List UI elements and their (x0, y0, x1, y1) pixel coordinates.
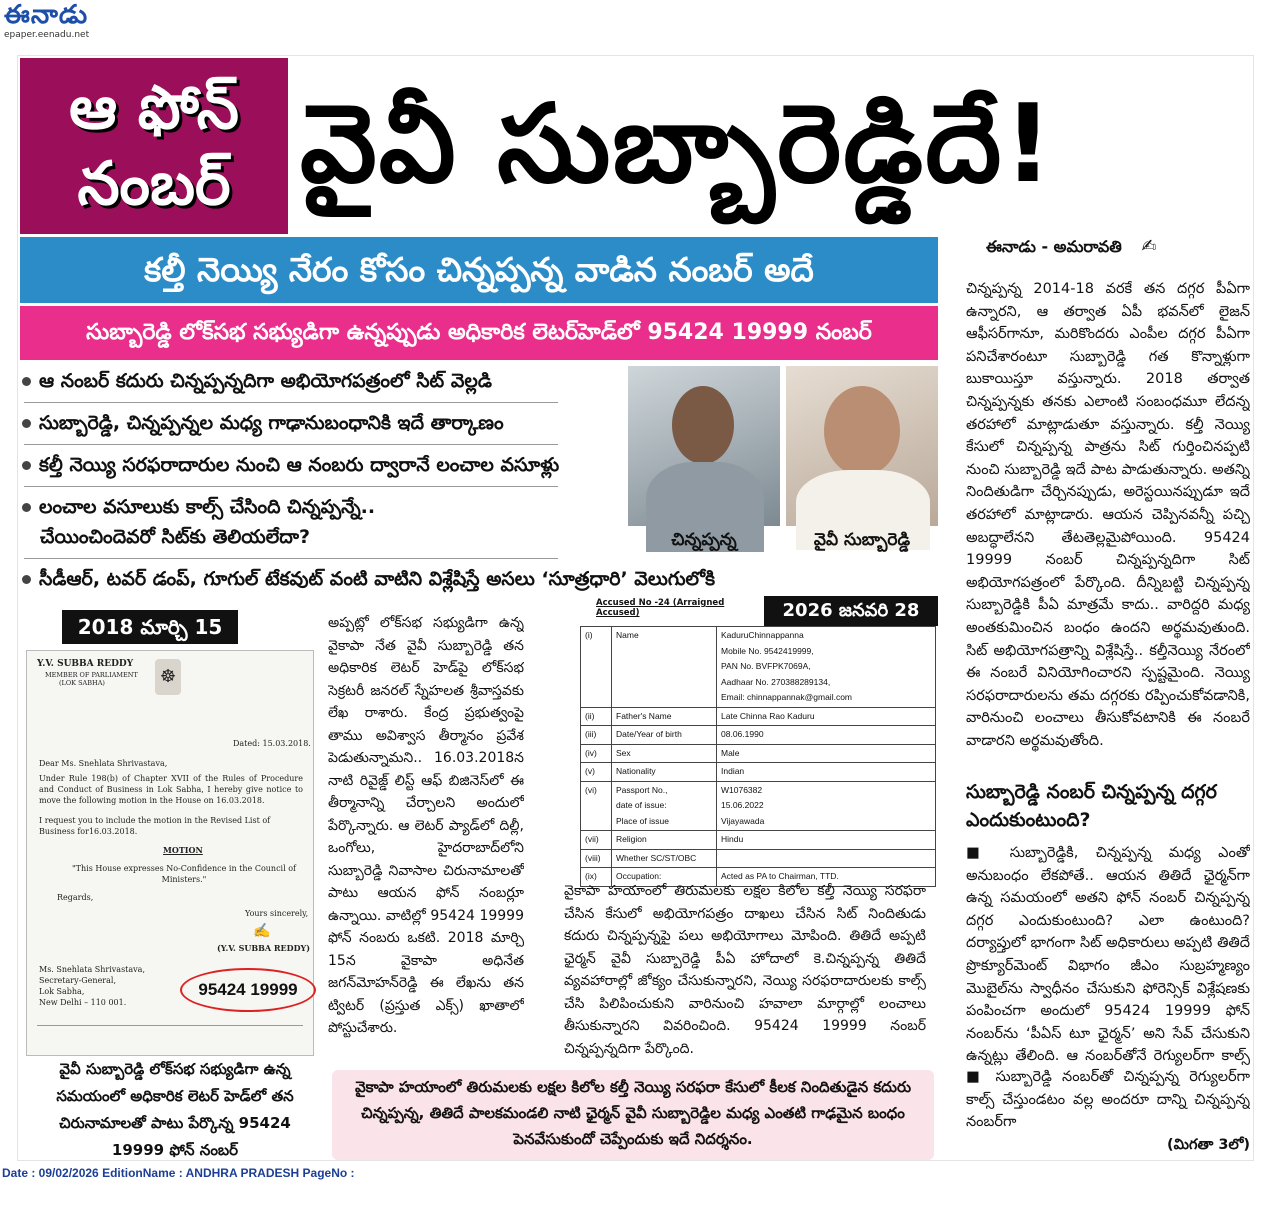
letter-title-2: (LOK SABHA) (59, 679, 105, 687)
accused-doc-title: Accused No -24 (Arraigned Accused) (596, 598, 725, 618)
field-value: Late Chinna Rao Kaduru (717, 707, 936, 726)
bullet-dot-icon (22, 503, 31, 512)
accused-table-row (581, 849, 936, 868)
letter-address-3: Lok Sabha, (39, 987, 85, 996)
bullet-item: ఆ నంబర్ కదురు చిన్నప్పన్నదిగా అభియోగపత్రంలో సిట్ వెల్లడి (22, 366, 622, 396)
row-number: (viii) (581, 849, 612, 868)
row-number: (vi) (581, 781, 612, 831)
field-label: Whether SC/ST/OBC (612, 849, 717, 868)
photo-yv-subba-reddy (786, 366, 938, 526)
badge-line-1: ఆ ఫోన్ (69, 73, 239, 143)
badge-line-2: నంబర్ (77, 149, 231, 219)
field-value: 08.06.1990 (717, 726, 936, 745)
bullet-item: కల్తీ నెయ్యి సరఫరాదారుల నుంచి ఆ నంబరు ద్వారానే లంచాల వసూళ్లు (22, 450, 622, 480)
divider (24, 402, 558, 403)
continued-note: (మిగతా 3లో) (1167, 1137, 1250, 1153)
row-number: (ii) (581, 707, 612, 726)
accused-table-row (581, 744, 936, 763)
bullet-item: లంచాల వసూలుకు కాల్స్ చేసింది చిన్నప్పన్నే.. (22, 492, 622, 522)
phone-number-highlight: 95424 19999 (180, 968, 316, 1012)
eenadu-logo[interactable] (4, 2, 114, 42)
bullet-dot-icon (22, 419, 31, 428)
field-label: Sex (612, 744, 717, 763)
row-number: (iii) (581, 726, 612, 745)
row-number: (vii) (581, 831, 612, 850)
letter-body-1: Under Rule 198(b) of Chapter XVII of the Rules of Procedure and Conduct of Business in Lok Sabha, I hereby give notice to move the following motion in the House on 16.03.2018. (39, 774, 303, 805)
field-label: Name (612, 627, 717, 708)
subheadline-blue: కల్తీ నెయ్యి నేరం కోసం చిన్నప్పన్న వాడిన నంబర్ అదే (20, 237, 938, 303)
accused-table-row (581, 627, 936, 708)
accused-table-row (581, 707, 936, 726)
divider (24, 444, 558, 445)
subheadline-pink: సుబ్బారెడ్డి లోక్‌సభ సభ్యుడిగా ఉన్నప్పుడు అధికారిక లెటర్‌హెడ్‌లో 95424 19999 నంబర్ (20, 306, 938, 360)
logo-text: ఈనాడు (4, 0, 89, 30)
field-label: Date/Year of birth (612, 726, 717, 745)
letter-address-1: Ms. Snehlata Shrivastava, (39, 965, 145, 974)
middle-column-text: అప్పట్లో లోక్‌సభ సభ్యుడిగా ఉన్న వైకాపా నేత వైవీ సుబ్బారెడ్డి తన అధికారిక లెటర్ హెడ్‌పై లోక్‌సభ సెక్రటరీ జనరల్ స్నేహలత శ్రీవాస్తవకు లేఖ రాశారు. కేంద్ర ప్రభుత్వంపై తాము అవిశ్వాస తీర్మానం ప్రవేశ పెడుతున్నామని.. 16.03.2018న నాటి రివైజ్డ్ లిస్ట్ ఆఫ్ బిజినెస్‌లో ఈ తీర్మానాన్ని చేర్చాలని అందులో పేర్కొన్నారు. ఆ లెటర్ ప్యాడ్‌లో దిల్లీ, ఒంగోలు, హైదరాబాద్‌లోని సుబ్బారెడ్డి నివాసాల చిరునామాలతో పాటు ఆయన ఫోన్ నంబర్లూ ఉన్నాయి. వాటిల్లో 95424 19999 ఫోన్ నంబరు ఒకటి. 2018 మార్చి 15న వైకాపా అధినేత జగన్‌మోహన్‌రెడ్డి ఈ లేఖను తన ట్విటర్ (ప్రస్తుత ఎక్స్) ఖాతాలో పోస్టుచేశారు. (328, 615, 524, 1036)
bullet-item: సీడీఆర్, టవర్ డంప్, గూగుల్ టేకవుట్ వంటి వాటిని విశ్లేషిస్తే అసలు ‘సూత్రధారి’ వెలుగులోకి (22, 564, 822, 594)
field-label: Passport No., date of issue: Place of issue (612, 781, 717, 831)
row-number: (v) (581, 763, 612, 782)
bullet-continuation: చేయించిందెవరో సిట్‌కు తెలియలేదా? (40, 526, 310, 548)
field-value: Indian (717, 763, 936, 782)
emblem-icon: ☸ (155, 659, 181, 695)
accused-table-row (581, 763, 936, 782)
right-column-section-head: సుబ్బారెడ్డి నంబర్ చిన్నప్పన్న దగ్గర ఎందుకుంటుంది? (966, 781, 1217, 831)
field-value (717, 849, 936, 868)
letter-yours: Yours sincerely, (245, 909, 309, 918)
row-number: (ix) (581, 868, 612, 887)
letter-date-tag: 2018 మార్చి 15 (62, 610, 238, 644)
signature-icon: ✍ (253, 923, 271, 939)
field-label: Nationality (612, 763, 717, 782)
letter-signer: (Y.V. SUBBA REDDY) (217, 943, 311, 953)
letter-body-2: I request you to include the motion in the Revised List of Business for16.03.2018. (39, 816, 271, 836)
field-value: Acted as PA to Chairman, TTD. (717, 868, 936, 887)
row-number: (iv) (581, 744, 612, 763)
divider (24, 486, 558, 487)
field-value: Male (717, 744, 936, 763)
accused-column-text: వైకాపా హయాంలో తిరుమలకు లక్షల కిలోల కల్తీ నెయ్యి సరఫరా చేసిన కేసులో అభియోగపత్రం దాఖలు చేసిన సిట్ నిందితుడు కదురు చిన్నప్పన్నపై పలు అభియోగాలు మోపింది. తితిదే అప్పటి ఛైర్మన్ వైవీ సుబ్బారెడ్డి పీఏ హోదాలో కె.చిన్నప్పన్న తితిదే వ్యవహారాల్లో జోక్యం చేసుకున్నారని, నెయ్యి సరఫరాదారులకు కాల్స్ చేసి పిలిపించుకుని వారినుంచి హవాలా మార్గాల్లో లంచాలు తీసుకున్నారని వివరించింది. 95424 19999 నంబర్ చిన్నప్పన్నదిగా పేర్కొంది. (564, 883, 926, 1057)
letter-motion-text: "This House expresses No-Confidence in the Council of Ministers." (72, 864, 296, 884)
portrait-face (672, 386, 734, 464)
accused-table-row (581, 781, 936, 831)
field-value: KaduruChinnappanna Mobile No. 9542419999, PAN No. BVFPK7069A, Aadhaar No. 270388289134, Email: chinnappannak@gmail.com (717, 627, 936, 708)
photo-caption-1: చిన్నప్పన్న (671, 530, 737, 550)
field-value: W1076382 15.06.2022 Vijayawada (717, 781, 936, 831)
accused-details-table (580, 626, 936, 887)
field-label: Occupation: (612, 868, 717, 887)
page-footer: Date : 09/02/2026 EditionName : ANDHRA PRADESH PageNo : (2, 1166, 355, 1180)
bullet-dot-icon (22, 377, 31, 386)
main-headline: వైవీ సుబ్బారెడ్డిదే! (300, 82, 1055, 207)
photo-caption-2: వైవీ సుబ్బారెడ్డి (813, 530, 911, 550)
field-label: Religion (612, 831, 717, 850)
accused-table-row (581, 831, 936, 850)
highlight-box: వైకాపా హయాంలో తిరుమలకు లక్షల కిలోల కల్తీ నెయ్యి సరఫరా కేసులో కీలక నిందితుడైన కదురు చిన్నప్పన్న, తితిదే పాలకమండలి నాటి ఛైర్మన్ వైవీ సుబ్బారెడ్డిల మధ్య ఎంతటి గాఢమైన బంధం పెనవేసుకుందో చెప్పేందుకు ఇదే నిదర్శనం. (332, 1070, 934, 1160)
logo-url: epaper.eenadu.net (4, 30, 90, 40)
divider (24, 558, 558, 559)
accused-table-row (581, 726, 936, 745)
letter-address-2: Secretary-General, (39, 976, 116, 985)
letter-caption: వైవీ సుబ్బారెడ్డి లోక్‌సభ సభ్యుడిగా ఉన్న సమయంలో అధికారిక లెటర్ హెడ్‌లో తన చిరునామాలతో పాటు పేర్కొన్న 95424 19999 ఫోన్ నంబర్ (56, 1060, 294, 1159)
field-label: Father's Name (612, 707, 717, 726)
bullet-item: సుబ్బారెడ్డి, చిన్నప్పన్నల మధ్య గాఢానుబంధానికి ఇదే తార్కాణం (22, 408, 622, 438)
headline-badge (20, 58, 288, 234)
portrait-face (824, 386, 900, 476)
right-column-para-1: చిన్నప్పన్న 2014-18 వరకే తన దగ్గర పీఏగా ఉన్నారని, ఆ తర్వాత ఏపీ భవన్‌లో లైజన్ ఆఫీసర్‌గానూ, మరికొందరు ఎంపీల దగ్గర పీఏగా పనిచేశారంటూ సుబ్బారెడ్డి గత కొన్నాళ్లుగా బుకాయిస్తూ వస్తున్నారు. 2018 తర్వాత చిన్నప్పన్నకు తనకు ఎలాంటి సంబంధమూ లేదన్న తరహాలో మాట్లాడుతూ వస్తున్నారు. కల్తీ నెయ్యి కేసులో చిన్నప్పన్న పాత్రను సిట్ గుర్తించినప్పటి నుంచి సుబ్బారెడ్డి ఇదే పాట పాడుతున్నారు. అతన్ని నిందితుడిగా చేర్చినప్పుడు, అరెస్టయినప్పుడూ ఇదే తరహాలో మాట్లాడారు. ఆయన చెప్పినవన్నీ పచ్చి అబద్ధాలేనని తేటతెల్లమైపోయింది. 95424 19999 నంబర్ చిన్నప్పన్నదిగా సిట్ అభియోగపత్రంలో పేర్కొంది. దీన్నిబట్టి చిన్నప్పన్న సుబ్బారెడ్డికి పీఏ మాత్రమే కాదు.. వారిద్దరి మధ్య అంతకుమించిన బంధం ఉందని అర్థమవుతుంది. సిట్ అభియోగపత్రాన్ని విశ్లేషిస్తే.. కల్తీనెయ్యి నేరంలో ఈ నంబరే వినియోగించారని స్పష్టమైంది. నెయ్యి సరఫరాదారులను తమ దగ్గరకు రప్పించుకోవడానికి, వారినుంచి లంచాలు తీసుకోవటానికి ఈ నంబరే వాడారని అర్థమవుతోంది. (966, 281, 1250, 749)
right-column-para-2: ■ సుబ్బారెడ్డికి, చిన్నప్పన్న మధ్య ఎంతో అనుబంధం లేకపోతే.. ఆయన తితిదే ఛైర్మన్‌గా ఉన్న సమయంలో అతని ఫోన్ నంబర్ చిన్నప్పన్న దగ్గర ఎందుకుంటుంది? ఎలా ఉంటుంది? దర్యాప్తులో భాగంగా సిట్ అధికారులు అప్పటి తితిదే ప్రొక్యూర్‌మెంట్ విభాగం జీఎం సుబ్రహ్మణ్యం మొబైల్‌ను స్వాధీనం చేసుకుని ఫోరెన్సిక్ విశ్లేషణకు పంపించగా అందులో 95424 19999 ఫోన్ నంబర్‌ను ‘పీఏస్ టూ ఛైర్మన్’ అని సేవ్ చేసుకుని ఉన్నట్లు తేలింది. ఆ నంబర్‌తోనే రెగ్యులర్‌గా కాల్స్ (966, 845, 1250, 1065)
byline: ఈనాడు - అమరావతి ✍ (986, 236, 1157, 257)
letter-footer-rule (37, 1025, 303, 1026)
letter-regards: Regards, (57, 893, 94, 902)
letter-title-1: MEMBER OF PARLIAMENT (45, 671, 138, 679)
right-column-para-3: ■ సుబ్బారెడ్డి నంబర్‌తో చిన్నప్పన్న రెగ్యులర్‌గా కాల్స్ చేస్తుండటం వల్ల అందరూ దాన్ని చిన్నప్పన్న నంబర్‌గా (966, 1069, 1250, 1131)
letter-address-4: New Delhi – 110 001. (39, 998, 127, 1007)
photo-chinnappanna (628, 366, 780, 526)
letter-dated: Dated: 15.03.2018. (233, 739, 311, 748)
letter-motion-head: MOTION (163, 845, 203, 855)
pen-icon: ✍ (1141, 236, 1157, 257)
letter-name: Y.V. SUBBA REDDY (37, 659, 134, 669)
field-value: Hindu (717, 831, 936, 850)
accused-date-tag: 2026 జనవరి 28 (764, 596, 938, 626)
bullet-dot-icon (22, 461, 31, 470)
letter-salutation: Dear Ms. Snehlata Shrivastava, (39, 759, 168, 768)
row-number: (i) (581, 627, 612, 708)
bullet-dot-icon (22, 575, 31, 584)
